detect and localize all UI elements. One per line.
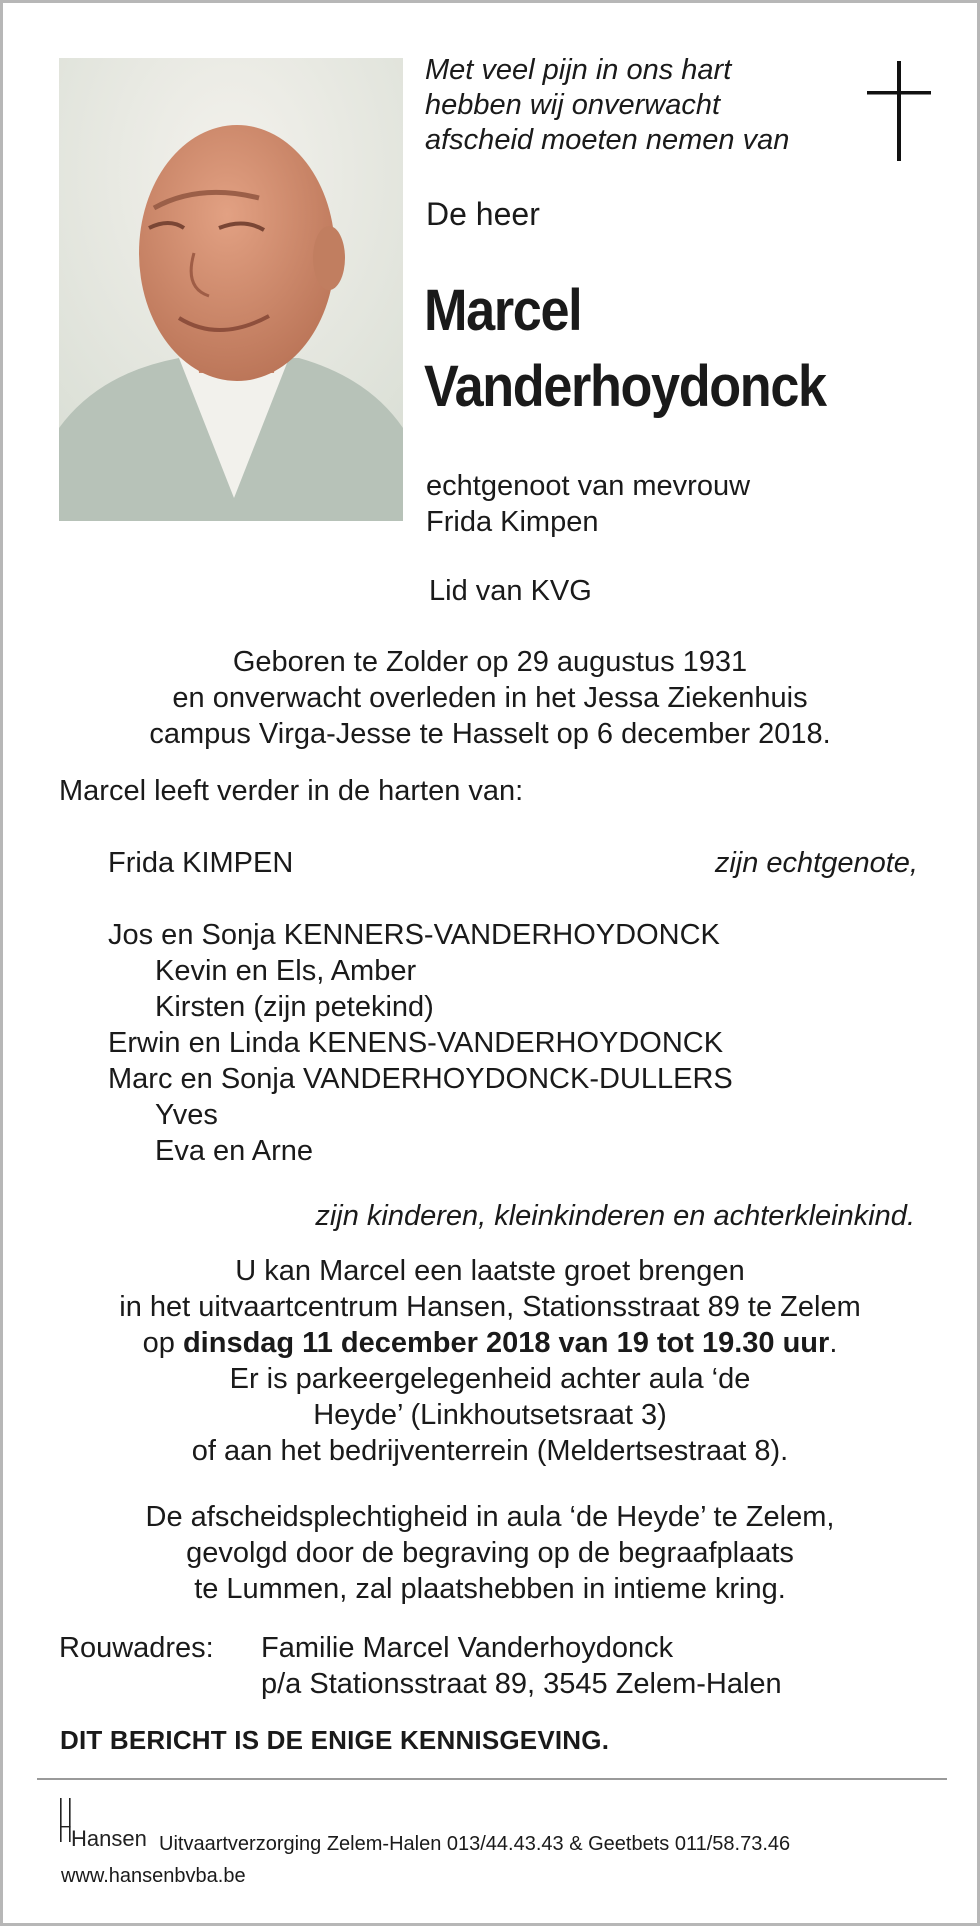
portrait-photo: [59, 58, 403, 521]
membership: Lid van KVG: [429, 575, 592, 607]
address-line: Familie Marcel Vanderhoydonck: [261, 1632, 674, 1664]
visit-line: Er is parkeergelegenheid achter aula ‘de: [229, 1363, 751, 1395]
birth-line: en onverwacht overleden in het Jessa Ziekenhuis: [172, 682, 808, 714]
address-label: Rouwadres:: [59, 1632, 214, 1664]
family-member: Yves: [155, 1099, 218, 1131]
notice-text: DIT BERICHT IS DE ENIGE KENNISGEVING.: [60, 1725, 610, 1755]
intro-text: [425, 53, 865, 158]
footer-details: Uitvaartverzorging Zelem-Halen 013/44.43.43 & Geetbets 011/58.73.46: [159, 1833, 791, 1855]
visitation-info: [3, 1253, 977, 1469]
footer-website[interactable]: www.hansenbvba.be: [61, 1865, 246, 1887]
family-list: [108, 845, 918, 1169]
spouse-info: [426, 468, 750, 540]
family-spouse-role: zijn echtgenote,: [714, 847, 918, 879]
family-member: Kevin en Els, Amber: [155, 955, 417, 987]
visit-prefix: op: [142, 1327, 183, 1359]
ceremony-line: De afscheidsplechtigheid in aula ‘de Heyde’ te Zelem,: [145, 1501, 835, 1533]
spouse-line: echtgenoot van mevrouw: [426, 470, 751, 502]
cross-icon: [867, 61, 931, 161]
visit-line: Heyde’ (Linkhoutsetsraat 3): [313, 1399, 667, 1431]
family-spouse-name: Frida KIMPEN: [108, 847, 294, 879]
address-lines: [261, 1630, 881, 1702]
visit-date-time: dinsdag 11 december 2018 van 19 tot 19.30 uur: [182, 1327, 830, 1359]
deceased-name: [424, 273, 892, 425]
footer-divider: [37, 1778, 947, 1780]
family-spouse-row: [108, 845, 918, 881]
intro-line: hebben wij onverwacht: [425, 89, 721, 121]
ceremony-info: [3, 1499, 977, 1607]
ceremony-line: gevolgd door de begraving op de begraafplaats: [186, 1537, 794, 1569]
family-member: Erwin en Linda KENENS-VANDERHOYDONCK: [108, 1027, 724, 1059]
lives-on-heading: Marcel leeft verder in de harten van:: [59, 775, 524, 807]
visit-line: of aan het bedrijventerrein (Meldertsestraat 8).: [191, 1435, 789, 1467]
hansen-logo: [59, 1798, 159, 1848]
family-member: Jos en Sonja KENNERS-VANDERHOYDONCK: [108, 919, 720, 951]
first-name: Marcel: [424, 278, 582, 343]
visit-line: [3, 1325, 977, 1361]
last-name: Vanderhoydonck: [424, 354, 826, 419]
family-role: zijn kinderen, kleinkinderen en achterkleinkind.: [315, 1200, 915, 1232]
birth-line: Geboren te Zolder op 29 augustus 1931: [232, 646, 748, 678]
family-member: Marc en Sonja VANDERHOYDONCK-DULLERS: [108, 1063, 733, 1095]
address-line: p/a Stationsstraat 89, 3545 Zelem-Halen: [261, 1668, 782, 1700]
spouse-line: Frida Kimpen: [426, 506, 599, 538]
ceremony-line: te Lummen, zal plaatshebben in intieme kring.: [194, 1573, 786, 1605]
salutation: De heer: [426, 196, 540, 232]
intro-line: afscheid moeten nemen van: [425, 124, 790, 156]
visit-line: U kan Marcel een laatste groet brengen: [235, 1255, 745, 1287]
portrait-illustration: [59, 58, 403, 521]
family-member: Eva en Arne: [155, 1135, 313, 1167]
birth-death-info: [3, 644, 977, 752]
logo-text: Hansen: [71, 1826, 147, 1848]
birth-line: campus Virga-Jesse te Hasselt op 6 december 2018.: [149, 718, 831, 750]
family-member: Kirsten (zijn petekind): [155, 991, 434, 1023]
visit-suffix: .: [829, 1327, 838, 1359]
intro-line: Met veel pijn in ons hart: [425, 54, 732, 86]
visit-line: in het uitvaartcentrum Hansen, Stationsstraat 89 te Zelem: [119, 1291, 861, 1323]
